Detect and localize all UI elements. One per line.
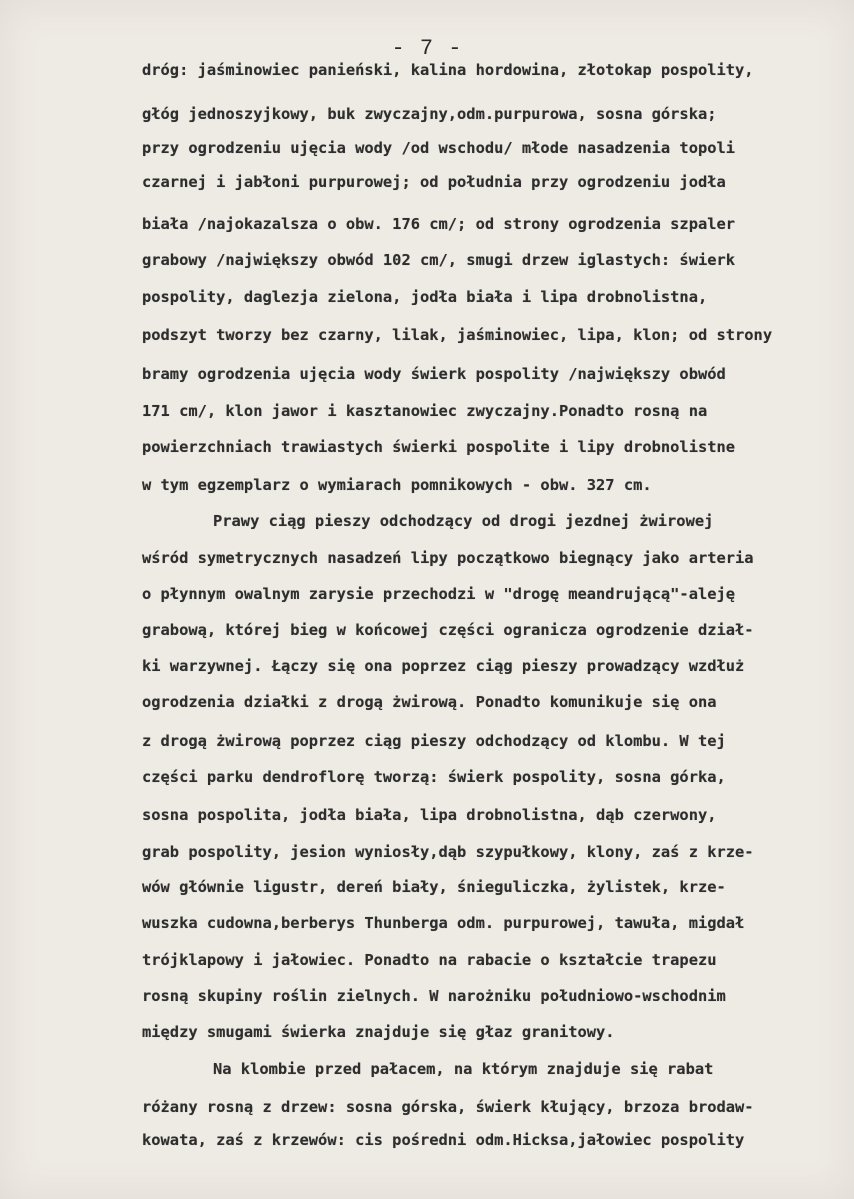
text-line-3: przy ogrodzeniu ujęcia wody /od wschodu/ młode nasadzenia topoli (142, 139, 736, 157)
text-line-26: rosną skupiny roślin zielnych. W narożniku południowo-wschodnim (142, 987, 726, 1005)
text-line-23: wów głównie ligustr, dereń biały, śnieguliczka, żylistek, krze- (142, 878, 726, 896)
text-line-24: wuszka cudowna,berberys Thunberga odm. purpurowej, tawuła, migdał (142, 914, 745, 932)
page-number: - 7 - (391, 36, 463, 61)
text-line-25: trójklapowy i jałowiec. Ponadto na rabacie o kształcie trapezu (142, 951, 717, 969)
text-line-12: w tym egzemplarz o wymiarach pomnikowych - obw. 327 cm. (142, 476, 652, 494)
text-line-10: 171 cm/, klon jawor i kasztanowiec zwyczajny.Ponadto rosną na (142, 402, 708, 420)
text-line-19: z drogą żwirową poprzez ciąg pieszy odchodzący od klombu. W tej (142, 732, 726, 750)
text-line-21: sosna pospolita, jodła biała, lipa drobnolistna, dąb czerwony, (142, 806, 717, 824)
text-line-18: ogrodzenia działki z drogą żwirową. Ponadto komunikuje się ona (142, 693, 717, 711)
text-line-2: głóg jednoszyjkowy, buk zwyczajny,odm.purpurowa, sosna górska; (142, 105, 717, 123)
text-line-29: różany rosną z drzew: sosna górska, świerk kłujący, brzoza brodaw- (142, 1098, 754, 1116)
text-line-1: dróg: jaśminowiec panieński, kalina hordowina, złotokap pospolity, (142, 61, 754, 79)
text-line-13: Prawy ciąg pieszy odchodzący od drogi jezdnej żwirowej (213, 512, 714, 530)
text-line-5: biała /najokazalsza o obw. 176 cm/; od strony ogrodzenia szpaler (142, 215, 736, 233)
text-line-7: pospolity, daglezja zielona, jodła biała i lipa drobnolistna, (142, 288, 708, 306)
text-line-16: grabową, której bieg w końcowej części ogranicza ogrodzenie dział- (142, 621, 754, 639)
text-line-27: między smugami świerka znajduje się głaz granitowy. (142, 1023, 615, 1041)
text-line-4: czarnej i jabłoni purpurowej; od południa przy ogrodzeniu jodła (142, 173, 726, 191)
text-line-28: Na klombie przed pałacem, na którym znajduje się rabat (213, 1060, 714, 1078)
text-line-9: bramy ogrodzenia ujęcia wody świerk pospolity /największy obwód (142, 365, 726, 383)
text-line-6: grabowy /największy obwód 102 cm/, smugi drzew iglastych: świerk (142, 251, 736, 269)
text-line-22: grab pospolity, jesion wyniosły,dąb szypułkowy, klony, zaś z krze- (142, 843, 754, 861)
text-line-8: podszyt tworzy bez czarny, lilak, jaśminowiec, lipa, klon; od strony (142, 326, 773, 344)
text-line-11: powierzchniach trawiastych świerki pospolite i lipy drobnolistne (142, 438, 736, 456)
text-line-15: o płynnym owalnym zarysie przechodzi w "drogę meandrującą"-aleję (142, 585, 736, 603)
text-line-17: ki warzywnej. Łączy się ona poprzez ciąg pieszy prowadzący wzdłuż (142, 657, 745, 675)
text-line-14: wśród symetrycznych nasadzeń lipy początkowo biegnący jako arteria (142, 549, 754, 567)
text-line-30: kowata, zaś z krzewów: cis pośredni odm.Hicksa,jałowiec pospolity (142, 1131, 745, 1149)
text-line-20: części parku dendroflorę tworzą: świerk pospolity, sosna górka, (142, 768, 726, 786)
